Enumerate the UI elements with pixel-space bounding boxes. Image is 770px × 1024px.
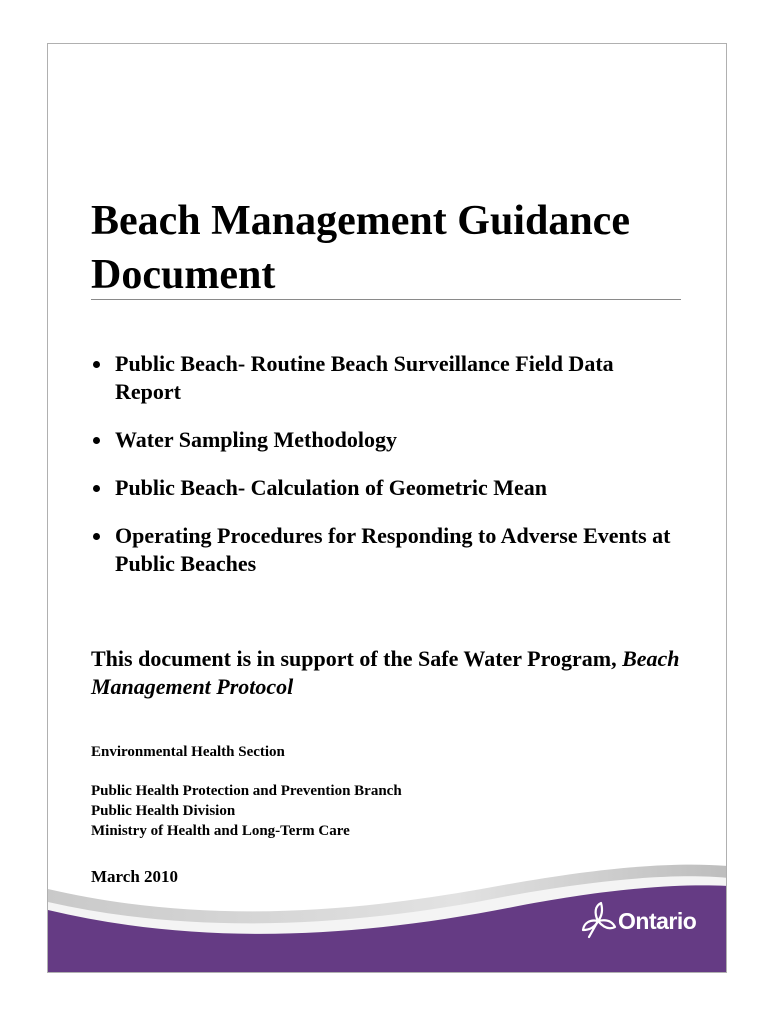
list-item-label: Operating Procedures for Responding to Adverse Events at Public Beaches [115,523,671,576]
division-name: Public Health Division [91,803,236,819]
ontario-logo [576,899,706,945]
bullet-icon [93,437,100,444]
ontario-wordmark: Ontario [618,908,697,934]
list-item [91,426,681,454]
bullet-icon [93,361,100,368]
document-page [47,43,727,973]
list-item-label: Public Beach- Calculation of Geometric Mean [115,475,547,500]
section-name: Environmental Health Section [91,744,285,760]
title-divider [91,299,681,300]
trillium-icon [576,899,620,943]
list-item [91,522,681,578]
list-item-label: Water Sampling Methodology [115,427,397,452]
bullet-icon [93,533,100,540]
protocol-name: Beach Management Protocol [91,646,680,699]
support-text: This document is in support of the Safe Water Program, [91,646,617,671]
branch-name: Public Health Protection and Prevention Branch [91,783,402,799]
contents-list [91,350,681,598]
organization-block [91,781,402,841]
publication-date: March 2010 [91,867,179,886]
support-statement [91,645,681,701]
bullet-icon [93,485,100,492]
list-item [91,350,681,406]
list-item [91,474,681,502]
list-item-label: Public Beach- Routine Beach Surveillance Field Data Report [115,351,614,404]
document-title: Beach Management Guidance Document [91,198,630,298]
ministry-name: Ministry of Health and Long-Term Care [91,823,350,839]
